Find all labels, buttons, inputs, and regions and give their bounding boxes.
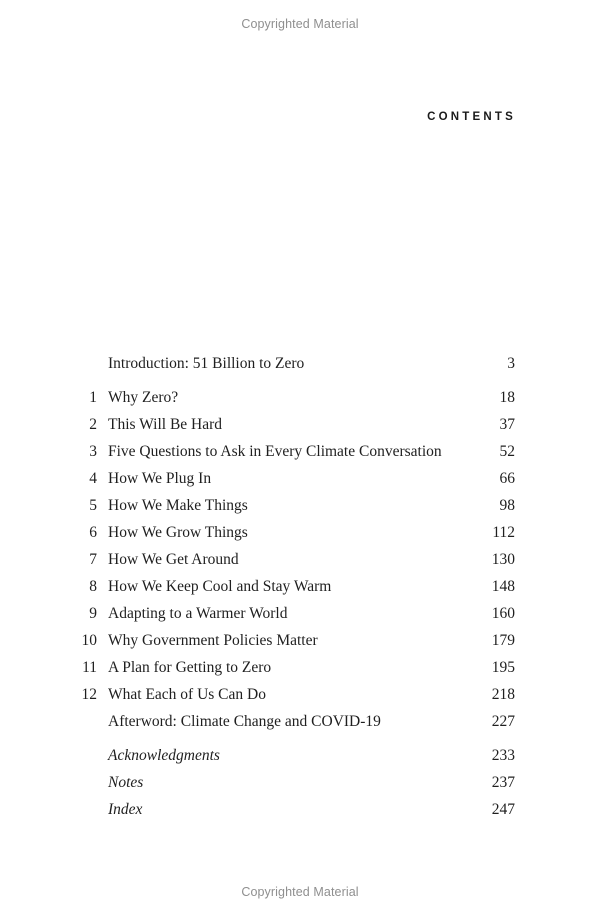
- toc-entry-page: 98: [499, 497, 515, 514]
- toc-entry-chapter-7: [0, 549, 600, 571]
- toc-entry-page: 37: [499, 416, 515, 433]
- chapter-number: 7: [89, 551, 97, 568]
- toc-entry-chapter-3: [0, 441, 600, 463]
- toc-entry-chapter-1: [0, 387, 600, 409]
- toc-entry-page: 52: [499, 443, 515, 460]
- toc-entry-chapter-12: [0, 684, 600, 706]
- toc-entry-page: 237: [491, 774, 515, 791]
- toc-entry-chapter-6: [0, 522, 600, 544]
- toc-entry-page: 179: [491, 632, 515, 649]
- toc-entry-page: 130: [491, 551, 515, 568]
- toc-entry-title: Afterword: Climate Change and COVID-19: [108, 713, 381, 730]
- toc-entry-chapter-9: [0, 603, 600, 625]
- toc-entry-acknowledgments: [0, 745, 600, 767]
- toc-entry-title: Introduction: 51 Billion to Zero: [108, 355, 305, 372]
- toc-entry-title: Index: [108, 801, 143, 818]
- chapter-number: 2: [89, 416, 97, 433]
- toc-entry-title: How We Make Things: [108, 497, 248, 514]
- toc-entry-chapter-5: [0, 495, 600, 517]
- toc-entry-title: What Each of Us Can Do: [108, 686, 266, 703]
- toc-entry-page: 112: [492, 524, 515, 541]
- chapter-number: 3: [89, 443, 97, 460]
- toc-entry-title: How We Get Around: [108, 551, 239, 568]
- watermark-bottom: Copyrighted Material: [241, 885, 359, 899]
- toc-entry-title: Acknowledgments: [108, 747, 220, 764]
- toc-entry-index: [0, 799, 600, 821]
- toc-entry-title: Five Questions to Ask in Every Climate Conversation: [108, 443, 442, 460]
- toc-entry-afterword: [0, 711, 600, 733]
- toc-entry-title: Why Government Policies Matter: [108, 632, 318, 649]
- toc-entry-title: This Will Be Hard: [108, 416, 223, 433]
- toc-entry-page: 18: [499, 389, 515, 406]
- toc-entry-title: Notes: [108, 774, 144, 791]
- contents-heading: CONTENTS: [427, 111, 516, 123]
- chapter-number: 5: [89, 497, 97, 514]
- toc-entry-title: How We Keep Cool and Stay Warm: [108, 578, 332, 595]
- toc-entry-chapter-10: [0, 630, 600, 652]
- toc-entry-page: 247: [491, 801, 515, 818]
- toc-entry-page: 66: [499, 470, 515, 487]
- toc-entry-page: 148: [491, 578, 515, 595]
- toc-entry-title: How We Plug In: [108, 470, 212, 487]
- toc-entry-page: 195: [491, 659, 515, 676]
- toc-entry-title: Adapting to a Warmer World: [108, 605, 288, 622]
- watermark-top: Copyrighted Material: [241, 17, 359, 31]
- toc-entry-title: A Plan for Getting to Zero: [108, 659, 272, 676]
- chapter-number: 1: [89, 389, 97, 406]
- chapter-number: 8: [89, 578, 97, 595]
- toc-entry-title: How We Grow Things: [108, 524, 248, 541]
- chapter-number: 4: [89, 470, 97, 487]
- chapter-number: 10: [81, 632, 97, 649]
- toc-entry-introduction: [0, 353, 600, 375]
- toc-entry-chapter-2: [0, 414, 600, 436]
- chapter-number: 9: [89, 605, 97, 622]
- chapter-number: 6: [89, 524, 97, 541]
- toc-entry-page: 218: [491, 686, 515, 703]
- chapter-number: 12: [81, 686, 97, 703]
- toc-entry-page: 227: [491, 713, 515, 730]
- toc-entry-page: 233: [491, 747, 515, 764]
- toc-entry-chapter-4: [0, 468, 600, 490]
- chapter-number: 11: [82, 659, 97, 676]
- toc-entry-chapter-8: [0, 576, 600, 598]
- toc-entry-page: 3: [507, 355, 515, 372]
- toc-entry-title: Why Zero?: [108, 389, 179, 406]
- toc-entry-page: 160: [491, 605, 515, 622]
- toc-entry-notes: [0, 772, 600, 794]
- toc-entry-chapter-11: [0, 657, 600, 679]
